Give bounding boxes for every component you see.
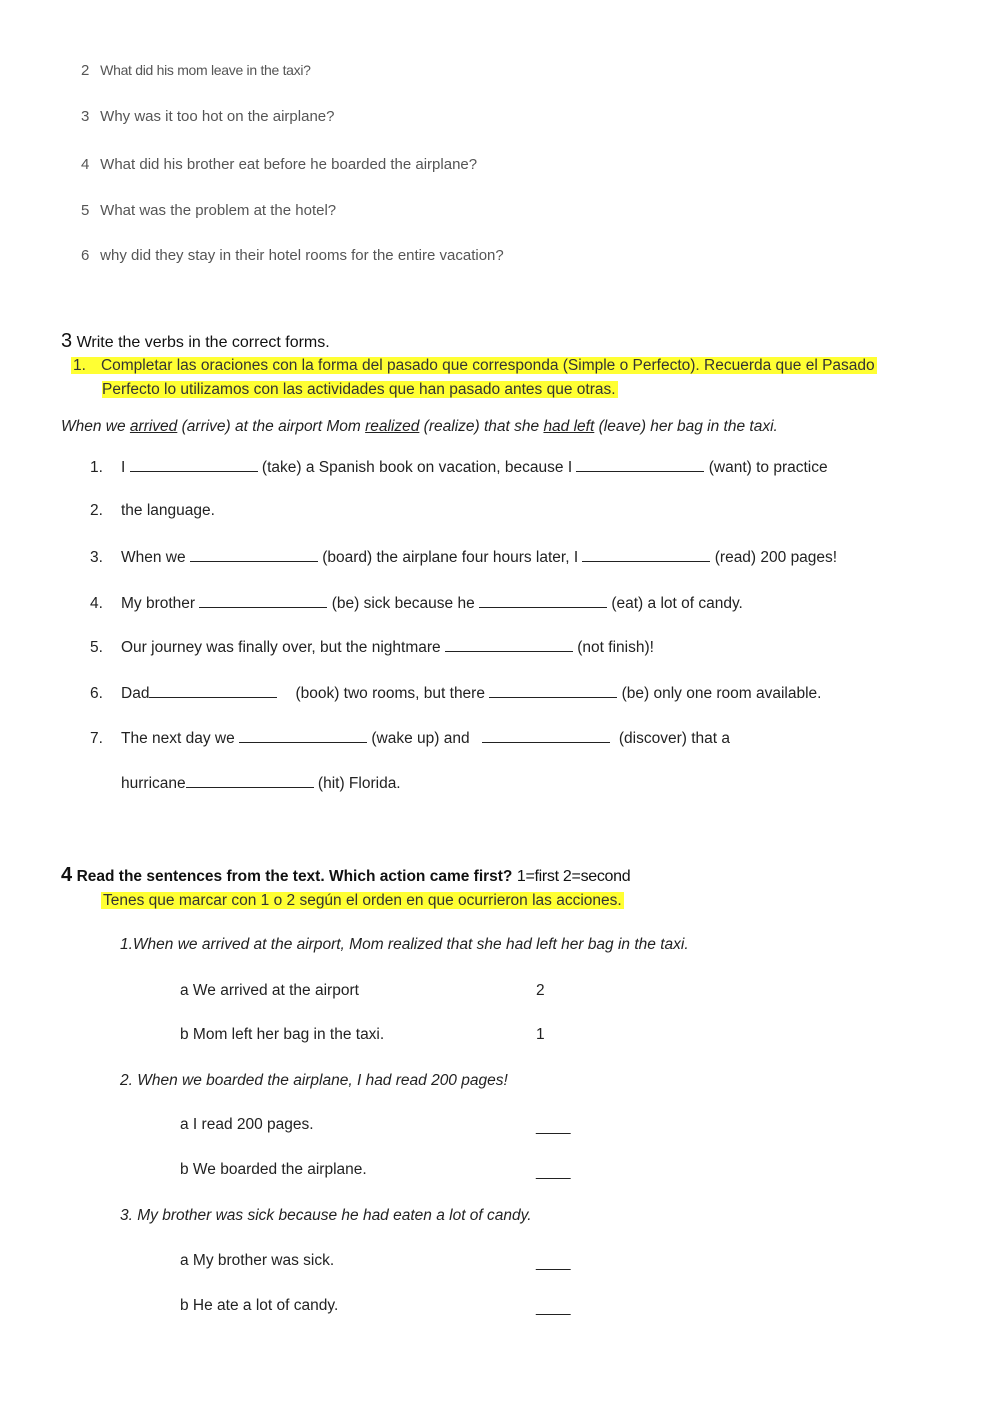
question-text: What did his mom leave in the taxi?: [100, 62, 311, 78]
section-number: 3: [61, 330, 73, 352]
question-number: 6: [81, 247, 90, 264]
order-option: b Mom left her bag in the taxi.: [180, 1026, 385, 1043]
question-text: What was the problem at the hotel?: [100, 202, 337, 219]
question-text: What did his brother eat before he boarded the airplane?: [100, 156, 478, 173]
answer-blank[interactable]: [186, 772, 314, 788]
example-text: (arrive) at the airport Mom: [177, 418, 366, 435]
question-4: [81, 156, 477, 173]
order-answer[interactable]: ____: [536, 1299, 571, 1316]
section-legend: 1=first 2=second: [516, 868, 631, 885]
example-text: (realize) that she: [419, 418, 544, 435]
order-option: b He ate a lot of candy.: [180, 1297, 339, 1314]
instruction-number: 1.: [71, 357, 90, 374]
item-number: 2.: [90, 502, 103, 519]
item-number: 4.: [90, 595, 103, 612]
section-4-heading: [61, 864, 630, 887]
item-text: I: [121, 459, 130, 476]
example-answer: had left: [543, 418, 595, 435]
section-number: 4: [61, 864, 73, 886]
item-text: Dad: [121, 685, 150, 702]
item-number: 3.: [90, 549, 103, 566]
order-answer[interactable]: 1: [536, 1026, 545, 1043]
answer-blank[interactable]: [130, 456, 258, 472]
exercise-item-6: [90, 682, 821, 703]
order-answer[interactable]: ____: [536, 1254, 571, 1271]
order-sentence-3: 3. My brother was sick because he had eaten a lot of candy.: [120, 1207, 532, 1224]
item-text: (hit) Florida.: [313, 775, 401, 792]
question-5: [81, 202, 336, 219]
answer-blank[interactable]: [239, 727, 367, 743]
instruction-line-1: Completar las oraciones con la forma del pasado que corresponda (Simple o Perfecto). Recuerda que el Pasado: [90, 357, 877, 374]
order-option: b We boarded the airplane.: [180, 1161, 367, 1178]
order-answer[interactable]: ____: [536, 1163, 571, 1180]
item-text: (be) only one room available.: [617, 685, 822, 702]
section-3-heading: [61, 330, 330, 353]
answer-blank[interactable]: [445, 636, 573, 652]
instruction-text: Tenes que marcar con 1 o 2 según el orden en que ocurrieron las acciones.: [103, 892, 622, 909]
item-text: When we: [121, 549, 190, 566]
order-answer[interactable]: ____: [536, 1118, 571, 1135]
item-text: (eat) a lot of candy.: [607, 595, 743, 612]
question-number: 5: [81, 202, 90, 219]
example-text: When we: [61, 418, 130, 435]
instruction-line-2: Perfecto lo utilizamos con las actividades que han pasado antes que otras.: [102, 381, 616, 398]
item-text: (be) sick because he: [327, 595, 480, 612]
section-3-instructions: [71, 354, 877, 378]
exercise-item-4: [90, 592, 743, 613]
item-text: Our journey was finally over, but the nightmare: [121, 639, 445, 656]
item-number: 6.: [90, 685, 103, 702]
question-number: 2: [81, 62, 90, 79]
item-text: (not finish)!: [572, 639, 654, 656]
order-option: a We arrived at the airport: [180, 982, 359, 999]
order-option: a I read 200 pages.: [180, 1116, 314, 1133]
item-number: 1.: [90, 459, 103, 476]
item-text: (board) the airplane four hours later, I: [317, 549, 583, 566]
item-number: 5.: [90, 639, 103, 656]
order-option: a My brother was sick.: [180, 1252, 335, 1269]
answer-blank[interactable]: [582, 546, 710, 562]
section-title: Write the verbs in the correct forms.: [76, 334, 330, 351]
exercise-item-5: [90, 636, 654, 657]
item-text: (discover) that a: [618, 730, 731, 747]
answer-blank[interactable]: [489, 682, 617, 698]
answer-blank[interactable]: [199, 592, 327, 608]
example-text: (leave) her bag in the taxi.: [594, 418, 778, 435]
exercise-item-7-cont: [121, 772, 401, 793]
answer-blank[interactable]: [576, 456, 704, 472]
example-sentence: [61, 418, 778, 436]
question-number: 3: [81, 108, 90, 125]
question-6: [81, 247, 504, 264]
question-text: Why was it too hot on the airplane?: [100, 108, 335, 125]
answer-blank[interactable]: [149, 682, 277, 698]
item-text: My brother: [121, 595, 200, 612]
item-text: hurricane: [121, 775, 186, 792]
section-3-instructions-cont: [102, 378, 618, 402]
exercise-item-2: [90, 502, 215, 520]
order-sentence-1: 1.When we arrived at the airport, Mom realized that she had left her bag in the taxi.: [120, 936, 689, 953]
item-text: the language.: [121, 502, 215, 519]
item-text: (take) a Spanish book on vacation, because I: [257, 459, 577, 476]
section-4-instructions: [101, 889, 624, 913]
item-number: 7.: [90, 730, 103, 747]
item-text: (want) to practice: [704, 459, 828, 476]
example-answer: arrived: [129, 418, 178, 435]
item-text: (wake up) and: [367, 730, 474, 747]
section-title: Read the sentences from the text. Which action came first?: [76, 868, 513, 885]
example-answer: realized: [365, 418, 420, 435]
exercise-item-7: [90, 727, 730, 748]
order-answer[interactable]: 2: [536, 982, 545, 999]
answer-blank[interactable]: [482, 727, 610, 743]
question-3: [81, 108, 334, 125]
item-text: (read) 200 pages!: [710, 549, 838, 566]
question-2: [81, 62, 311, 79]
answer-blank[interactable]: [190, 546, 318, 562]
exercise-item-3: [90, 546, 837, 567]
item-text: (book) two rooms, but there: [295, 685, 490, 702]
question-text: why did they stay in their hotel rooms for the entire vacation?: [100, 247, 504, 264]
answer-blank[interactable]: [479, 592, 607, 608]
item-text: The next day we: [121, 730, 240, 747]
question-number: 4: [81, 156, 90, 173]
order-sentence-2: 2. When we boarded the airplane, I had read 200 pages!: [120, 1072, 508, 1089]
exercise-item-1: [90, 456, 828, 477]
